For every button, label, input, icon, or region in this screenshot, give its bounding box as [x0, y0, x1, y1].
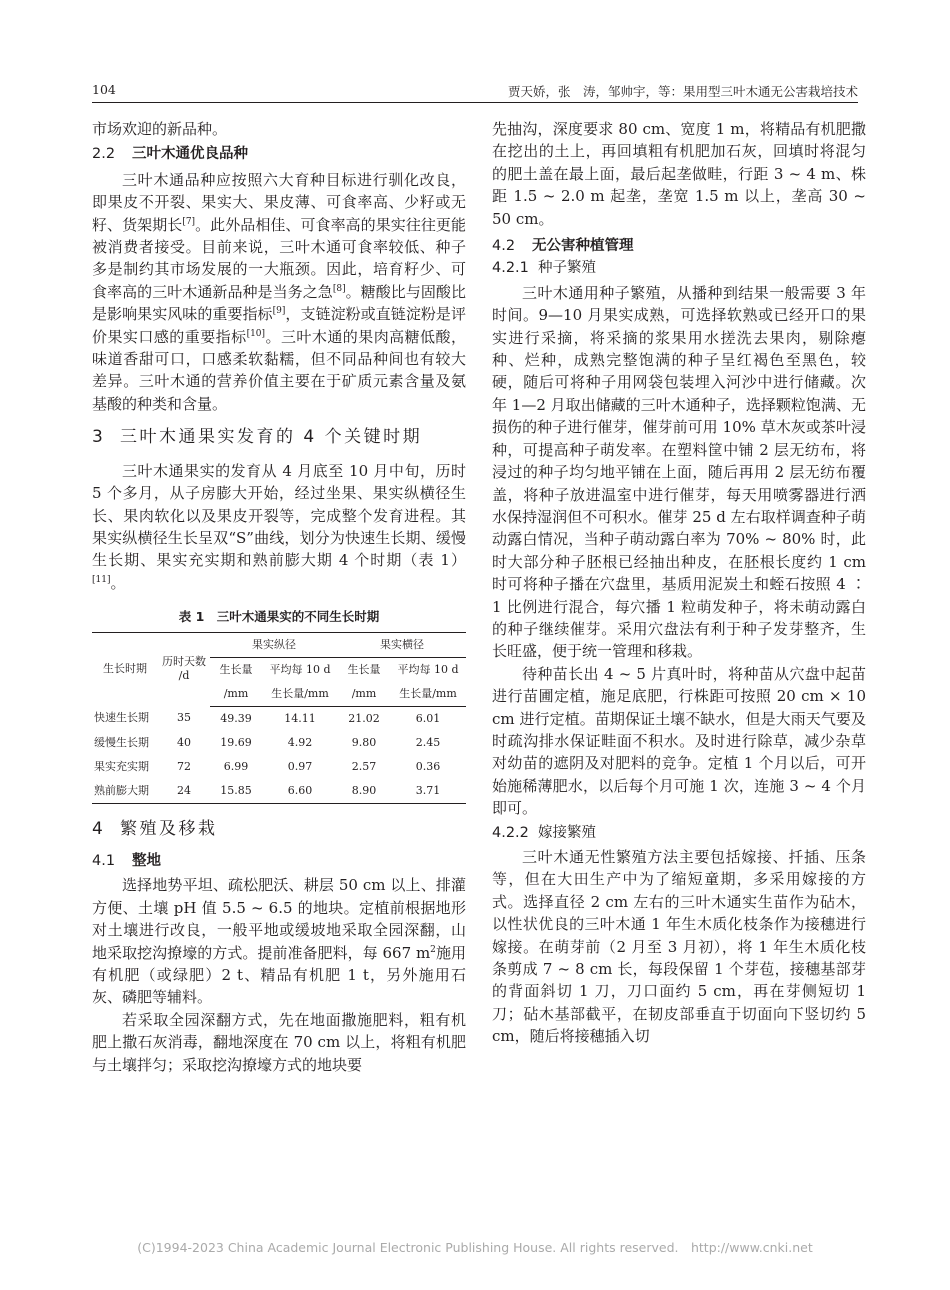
section-title: 嫁接繁殖 — [538, 824, 596, 841]
section-number: 2.2 — [92, 146, 116, 163]
paragraph — [92, 460, 466, 594]
section-heading-4-2-2 — [492, 822, 866, 844]
section-number: 4.1 — [92, 852, 116, 869]
header-unit: /mm — [338, 682, 390, 707]
section-title: 三叶木通果实发育的 4 个关键时期 — [120, 427, 423, 448]
page-number: 104 — [92, 82, 116, 97]
text-run: 。三叶木通的果肉高糖低酸，味道香甜可口，口感柔软黏糯，但不同品种间也有较大差异。三叶木通的营养价值主要在于矿质元素含量及氨基酸的种类和含量。 — [92, 327, 466, 413]
cell-t-total: 21.02 — [348, 711, 380, 725]
text-run: ，支链淀粉或直链淀粉是评价果实口感的重要指标 — [92, 305, 466, 346]
header-avg: 平均每 10 d — [397, 662, 459, 676]
cell-stage: 果实充实期 — [94, 759, 149, 773]
citation: [8] — [332, 283, 346, 294]
cell-l-avg: 14.11 — [284, 711, 316, 725]
text-run: 。糖酸比与固酸比是影响果实风味的重要指标 — [92, 282, 466, 324]
section-number: 4 — [92, 818, 103, 839]
cell-t-avg: 2.45 — [415, 735, 441, 749]
section-title: 繁殖及移栽 — [120, 818, 218, 839]
cell-l-avg: 0.97 — [287, 759, 313, 773]
paragraph: 三叶木通无性繁殖方法主要包括嫁接、扦插、压条等，但在大田生产中为了缩短童期，多采用嫁接的方式。选择直径 2 cm 左右的三叶木通实生苗作为砧木，以性状优良的三叶木通 1 年生木质化枝条作为接穗进行嫁接。在萌芽前（2 月至 3 月初），将 1 年生木质化枝条剪成 7 ~ 8 cm 长，每段保留 1 个芽苞，接穗基部芽的背面斜切 1 刀，刀口面约 5 cm，再在芽侧短切 1 刀；砧木基部截平，在韧皮部垂直于切面向下竖切约 5 cm，随后将接穗插入切 — [492, 848, 866, 1046]
cell-stage: 熟前膨大期 — [92, 779, 158, 804]
citation: [11] — [92, 574, 111, 585]
cell-t-total: 8.90 — [338, 779, 390, 804]
table-caption: 表 1 三叶木通果实的不同生长时期 — [178, 609, 380, 625]
cell-l-avg: 6.60 — [262, 779, 338, 804]
growth-stage-table — [92, 632, 466, 804]
header-growth: 生长量 — [219, 662, 253, 676]
header-unit: 生长量/mm — [262, 682, 338, 707]
cell-stage: 缓慢生长期 — [94, 735, 149, 749]
section-title: 无公害种植管理 — [532, 238, 634, 255]
section-heading-2-2 — [92, 143, 466, 165]
paragraph: 市场欢迎的新品种。 — [92, 120, 228, 138]
section-heading-4-2-1 — [492, 257, 866, 279]
text-run: 三叶木通果实的发育从 4 月底至 10 月中旬，历时 5 个多月，从子房膨大开始，经过坐果、果实纵横径生长、果肉软化以及果皮开裂等，完成整个发育进程。其果实纵横径生长呈双“S”曲线，划分为快速生长期、缓慢生长期、果实充实期和熟前膨大期 4 个时期（表 1） — [92, 461, 466, 570]
cell-days: 72 — [177, 759, 191, 773]
paragraph: 先抽沟，深度要求 80 cm、宽度 1 m，将精品有机肥撒在挖出的土上，再回填粗有机肥加石灰，回填时将混匀的肥土盖在最上面，最后起垄做畦，行距 3 ~ 4 m、株距 1.5 ~ 2.0 m 起垄，垄宽 1.5 m 以上，垄高 30 ~ 50 cm。 — [492, 120, 866, 228]
copyright-footer: (C)1994-2023 China Academic Journal Electronic Publishing House. All rights reserved. http://www.cnki.net — [137, 1240, 813, 1255]
table-row — [92, 779, 466, 804]
header-longitudinal: 果实纵径 — [210, 632, 338, 657]
paragraph: 待种苗长出 4 ~ 5 片真叶时，将种苗从穴盘中起苗进行苗圃定植，施足底肥，行株距可按照 20 cm × 10 cm 进行定植。苗期保证土壤不缺水，但是大雨天气要及时疏沟排水保证畦面不积水。及时进行除草，减少杂草对幼苗的遮阴及对肥料的竞争。定植 1 个月以后，可开始施稀薄肥水，以后每个月可施 1 次，连施 3 ~ 4 个月即可。 — [492, 664, 866, 818]
header-days-line2: /d — [178, 669, 190, 683]
table-row — [92, 706, 466, 731]
cell-t-total: 2.57 — [351, 759, 377, 773]
header-unit: /mm — [210, 682, 262, 707]
header-days — [158, 632, 210, 706]
section-heading-4-1 — [92, 850, 466, 872]
cell-l-total: 49.39 — [220, 711, 252, 725]
section-heading-4 — [92, 818, 466, 840]
section-title: 整地 — [132, 852, 161, 869]
cell-t-total: 9.80 — [351, 735, 377, 749]
cell-t-avg: 0.36 — [415, 759, 441, 773]
text-run: 施用有机肥（或绿肥）2 t、精品有机肥 1 t，另外施用石灰、磷肥等辅料。 — [92, 943, 466, 1007]
text-run: 。 — [110, 573, 126, 592]
cell-stage: 快速生长期 — [94, 711, 149, 725]
superscript: 2 — [430, 944, 436, 955]
paragraph: 三叶木通用种子繁殖，从播种到结果一般需要 3 年时间。9—10 月果实成熟，可选择软熟或已经开口的果实进行采摘，将采摘的浆果用水搓洗去果肉，剔除瘪种、烂种，成熟完整饱满的种子呈红褐色至黑色，较硬，随后可将种子用网袋包装埋入河沙中进行储藏。次年 1—2 月取出储藏的三叶木通种子，选择颗粒饱满、无损伤的种子进行催芽，催芽前可用 10% 草木灰或茶叶浸种，可提高种子萌发率。在塑料筐中铺 2 层无纺布，将浸过的种子均匀地平铺在上面，随后再用 2 层无纺布覆盖，将种子放进温室中进行催芽，每天用喷雾器进行洒水保持湿润但不可积水。催芽 25 d 左右取样调查种子萌动露白情况，当种子萌动露白率为 70% ~ 80% 时，此时大部分种子胚根已经抽出种皮，在胚根长度约 1 cm 时可将种子播在穴盘里，基质用泥炭土和蛭石按照 4 ∶ 1 比例进行混合，每穴播 1 粒萌发种子，将未萌动露白的种子继续催芽。采用穴盘法有利于种子发芽整齐，生长旺盛，便于统一管理和移栽。 — [492, 283, 866, 661]
paragraph: 若采取全园深翻方式，先在地面撒施肥料，粗有机肥上撒石灰消毒，翻地深度在 70 cm 以上，将粗有机肥与土壤拌匀；采取挖沟撩壕方式的地块要 — [92, 1010, 466, 1074]
section-number: 4.2 — [492, 238, 516, 255]
header-growth: 生长量 — [347, 662, 381, 676]
section-title: 种子繁殖 — [538, 260, 596, 277]
citation: [10] — [246, 328, 266, 339]
cell-l-total: 6.99 — [223, 759, 249, 773]
header-days-line1: 历时天数 — [162, 655, 206, 669]
citation: [9] — [272, 306, 286, 317]
section-title: 三叶木通优良品种 — [132, 146, 248, 163]
right-column — [492, 118, 866, 1048]
header-transverse: 果实横径 — [338, 632, 466, 657]
section-heading-4-2 — [492, 235, 866, 257]
section-number: 4.2.1 — [492, 260, 529, 277]
cell-l-total: 19.69 — [220, 735, 252, 749]
paragraph — [92, 169, 466, 415]
text-run: 。此外品相佳、可食率高的果实往往更能被消费者接受。目前来说，三叶木通可食率较低、种子多是制约其市场发展的一大瓶颈。因此，培育籽少、可食率高的三叶木通新品种是当务之急 — [92, 215, 466, 301]
table-row — [92, 755, 466, 779]
section-number: 4.2.2 — [492, 824, 529, 841]
header-avg: 平均每 10 d — [269, 662, 331, 676]
cell-l-avg: 4.92 — [287, 735, 313, 749]
cell-days: 24 — [158, 779, 210, 804]
section-heading-3 — [92, 426, 466, 448]
table-row — [92, 731, 466, 755]
running-title: 贾天娇，张 涛，邹帅宇，等：果用型三叶木通无公害栽培技术 — [507, 84, 858, 99]
header-stage: 生长时期 — [92, 632, 158, 706]
cell-t-avg: 3.71 — [390, 779, 466, 804]
running-header — [92, 82, 858, 102]
left-column — [92, 118, 466, 1076]
citation: [7] — [182, 216, 196, 227]
cell-t-avg: 6.01 — [415, 711, 441, 725]
header-rule — [92, 102, 858, 103]
text-run: 三叶木通品种应按照六大育种目标进行驯化改良，即果皮不开裂、果实大、果皮薄、可食率高、少籽或无籽、货架期长 — [92, 170, 466, 234]
section-number: 3 — [92, 427, 103, 448]
text-run: 选择地势平坦、疏松肥沃、耕层 50 cm 以上、排灌方便、土壤 pH 值 5.5 ~ 6.5 的地块。定植前根据地形对土壤进行改良，一般平地或缓坡地采取全园深翻，山地采取挖沟撩壕的方式。提前准备肥料，每 667 m — [92, 876, 466, 962]
header-unit: 生长量/mm — [390, 682, 466, 707]
cell-days: 40 — [177, 735, 191, 749]
paragraph — [92, 874, 466, 1008]
cell-l-total: 15.85 — [210, 779, 262, 804]
cell-days: 35 — [177, 711, 191, 725]
